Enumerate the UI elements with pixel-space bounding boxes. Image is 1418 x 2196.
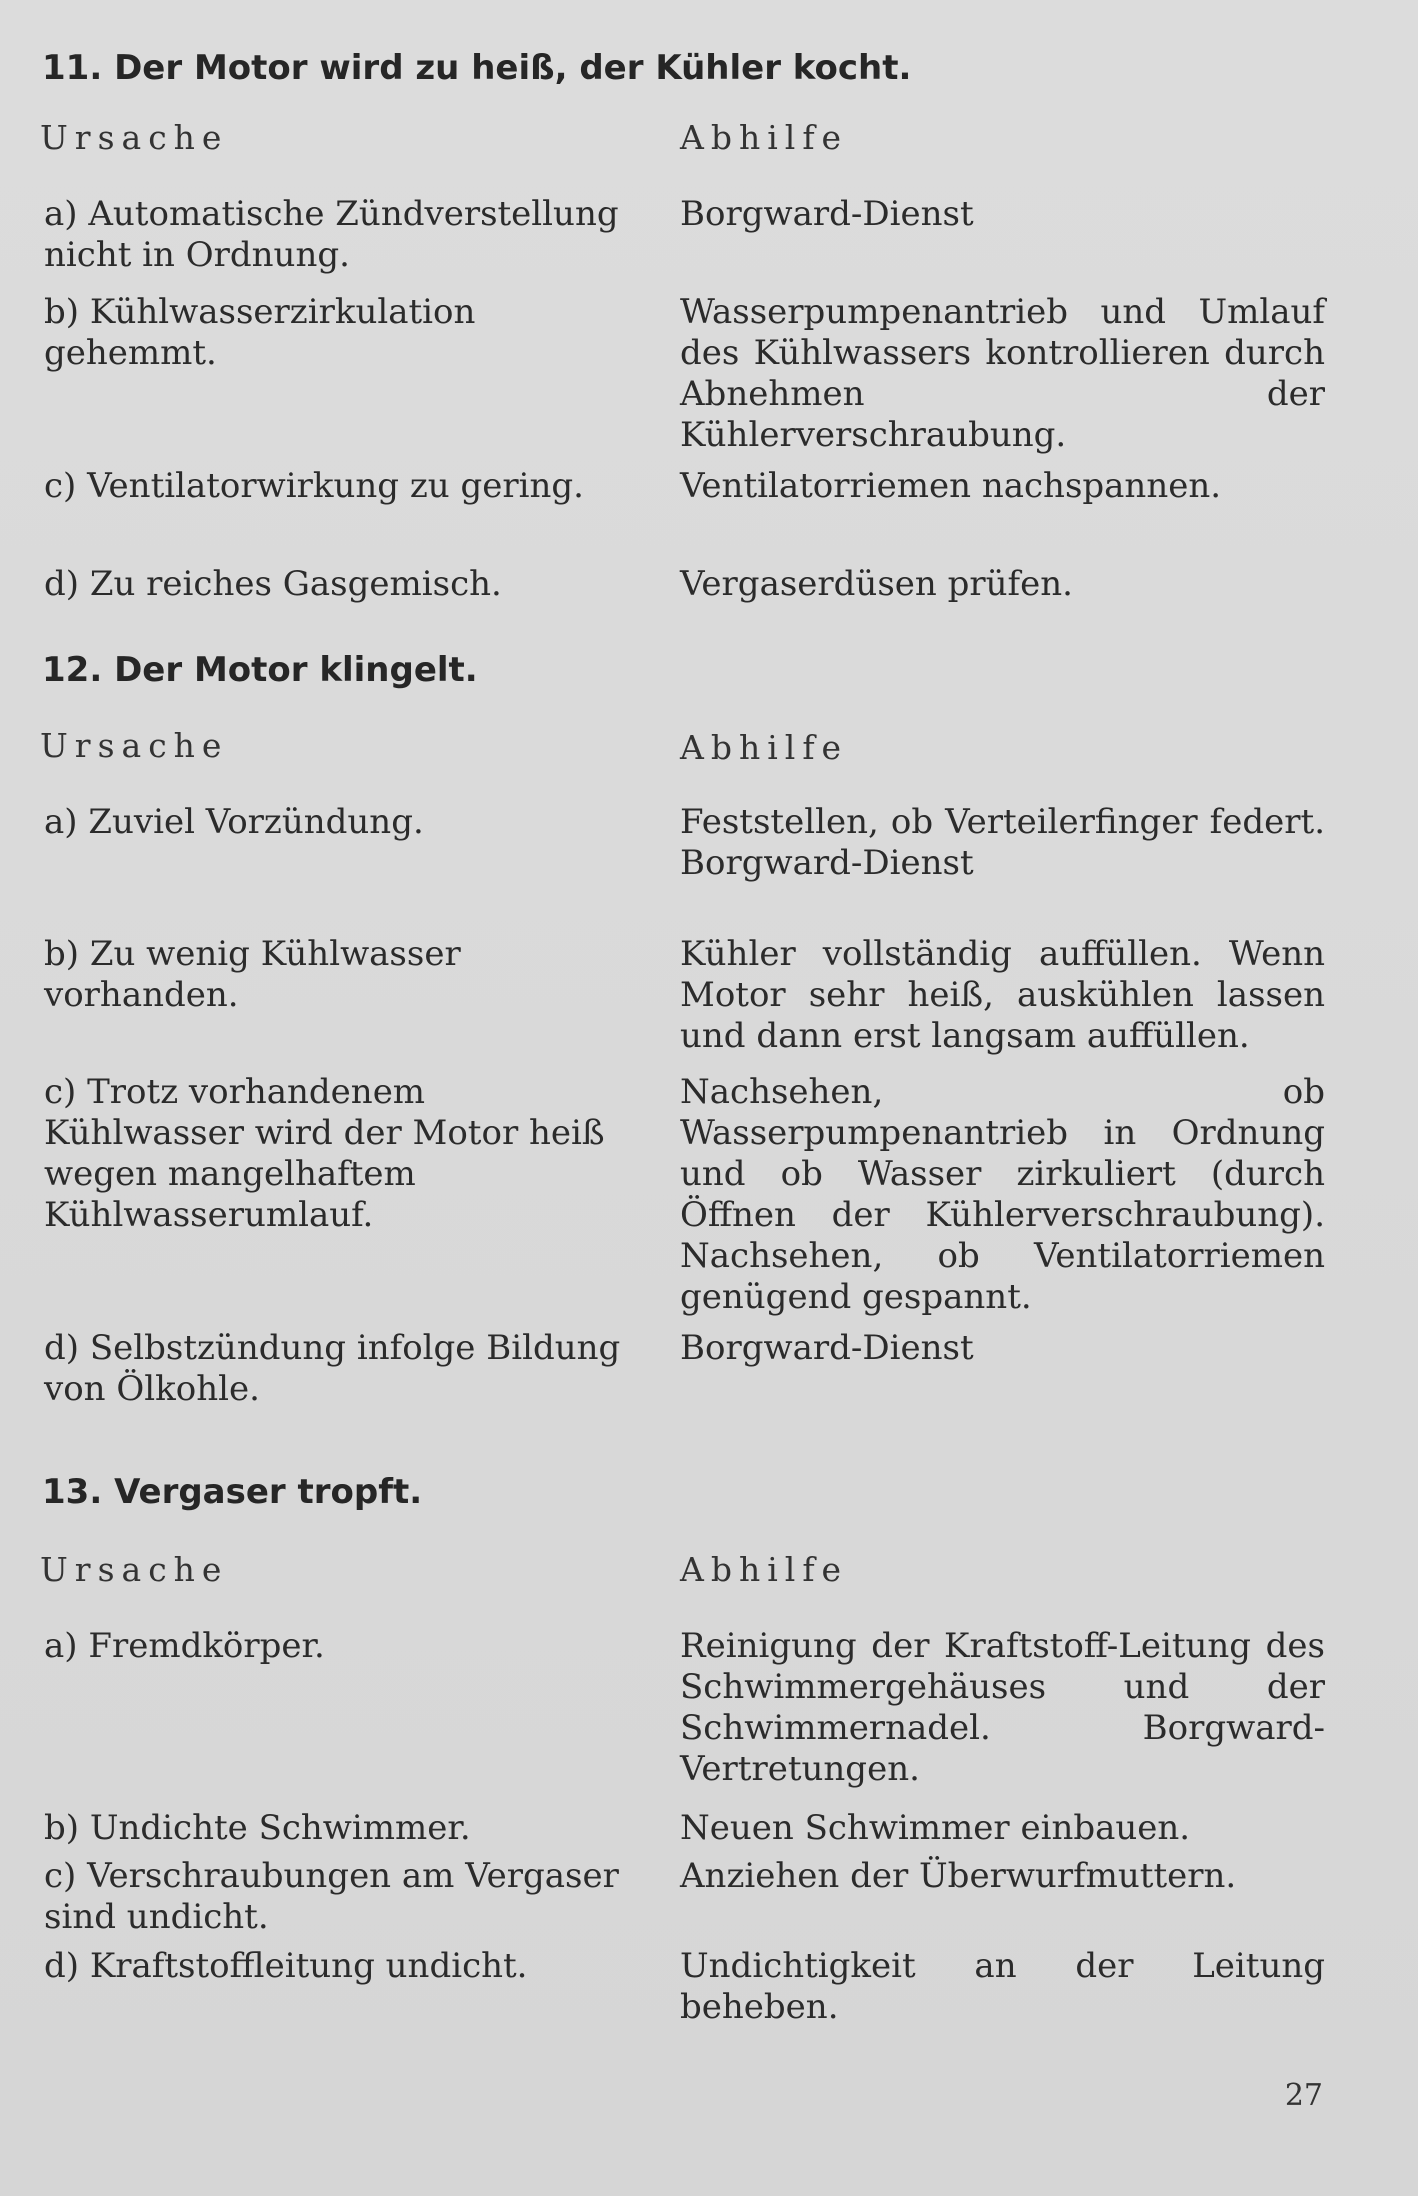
- remedy-item: Anziehen der Überwurfmuttern.: [680, 1856, 1237, 1896]
- item-label: d): [44, 1946, 80, 1986]
- item-label: c): [44, 1856, 77, 1896]
- item-label: b): [44, 1808, 80, 1848]
- item-label: c): [44, 466, 77, 506]
- cause-item: [44, 1856, 624, 1938]
- section-heading: 11. Der Motor wird zu heiß, der Kühler kocht.: [42, 48, 912, 88]
- page-number: 27: [1284, 2078, 1323, 2113]
- remedy-item: Borgward-Dienst: [680, 194, 974, 234]
- remedy-item: Nachsehen, ob Wasserpumpenantrieb in Ordnung und ob Wasser zirkuliert (durch Öffnen der Kühlerverschraubung). Nachsehen, ob Ventilatorriemen genügend gespannt.: [680, 1072, 1325, 1317]
- cause-column-header: Ursache: [40, 726, 229, 765]
- cause-text: Kraftstoffleitung undicht.: [89, 1946, 528, 1986]
- cause-text: Kühlwasserzirkulation gehemmt.: [44, 292, 476, 373]
- item-label: b): [44, 292, 80, 332]
- cause-text: Automatische Zündverstellung nicht in Ordnung.: [44, 194, 619, 275]
- remedy-item: Borgward-Dienst: [680, 1328, 974, 1368]
- cause-text: Zu reiches Gasgemisch.: [89, 564, 502, 604]
- cause-item: [44, 802, 624, 843]
- cause-text: Trotz vorhandenem Kühlwasser wird der Motor heiß wegen mangelhaftem Kühlwasserumlauf.: [44, 1072, 605, 1235]
- cause-text: Undichte Schwimmer.: [89, 1808, 471, 1848]
- remedy-item: Kühler vollständig auffüllen. Wenn Motor sehr heiß, auskühlen lassen und dann erst langsam auffüllen.: [680, 934, 1325, 1056]
- remedy-item: Feststellen, ob Verteilerfinger federt. Borgward-Dienst: [680, 802, 1325, 883]
- item-label: a): [44, 1626, 78, 1666]
- item-label: d): [44, 1328, 80, 1368]
- cause-text: Fremdkörper.: [88, 1626, 325, 1666]
- cause-item: [44, 194, 624, 276]
- remedy-item: Ventilatorriemen nachspannen.: [680, 466, 1222, 506]
- cause-item: [44, 466, 624, 507]
- cause-item: [44, 1328, 624, 1410]
- item-label: a): [44, 194, 78, 234]
- remedy-column-header: Abhilfe: [680, 118, 849, 157]
- cause-item: [44, 292, 624, 374]
- section-heading: 13. Vergaser tropft.: [42, 1472, 423, 1512]
- cause-text: Zuviel Vorzündung.: [88, 802, 424, 842]
- cause-item: [44, 1072, 624, 1236]
- item-label: b): [44, 934, 80, 974]
- remedy-column-header: Abhilfe: [680, 728, 849, 767]
- cause-item: [44, 1946, 624, 1987]
- remedy-item: Neuen Schwimmer einbauen.: [680, 1808, 1191, 1848]
- item-label: d): [44, 564, 80, 604]
- remedy-item: Vergaserdüsen prüfen.: [680, 564, 1073, 604]
- remedy-column-header: Abhilfe: [680, 1550, 849, 1589]
- cause-column-header: Ursache: [40, 1550, 229, 1589]
- remedy-item: Undichtigkeit an der Leitung beheben.: [680, 1946, 1325, 2027]
- item-label: c): [44, 1072, 77, 1112]
- remedy-item: Reinigung der Kraftstoff-Leitung des Schwimmergehäuses und der Schwimmernadel. Borgward-Vertretungen.: [680, 1626, 1325, 1789]
- item-label: a): [44, 802, 78, 842]
- cause-text: Ventilatorwirkung zu gering.: [87, 466, 584, 506]
- cause-item: [44, 1626, 624, 1667]
- remedy-item: Wasserpumpenantrieb und Umlauf des Kühlwassers kontrollieren durch Abnehmen der Kühlerverschraubung.: [680, 292, 1325, 455]
- cause-text: Verschraubungen am Vergaser sind undicht.: [44, 1856, 619, 1937]
- section-heading: 12. Der Motor klingelt.: [42, 650, 478, 690]
- cause-item: [44, 1808, 624, 1849]
- cause-text: Selbstzündung infolge Bildung von Ölkohle.: [44, 1328, 621, 1409]
- cause-item: [44, 934, 624, 1016]
- cause-column-header: Ursache: [40, 118, 229, 157]
- cause-item: [44, 564, 624, 605]
- cause-text: Zu wenig Kühlwasser vorhanden.: [44, 934, 461, 1015]
